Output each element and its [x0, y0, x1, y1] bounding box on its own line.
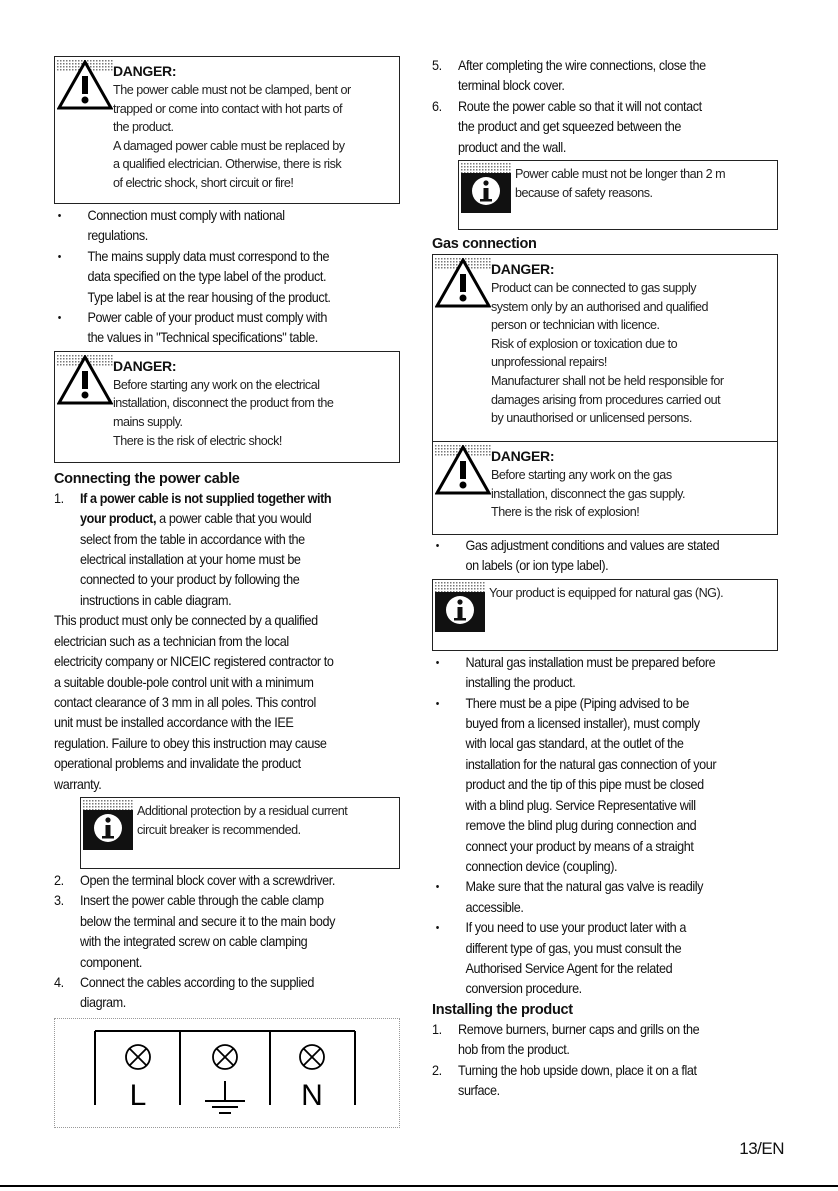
- step-number: 3.: [54, 893, 64, 909]
- list-item: [432, 1061, 778, 1102]
- danger-box-gas-installation: [432, 441, 778, 535]
- text-line: damages arising from procedures carried out: [491, 392, 721, 407]
- text-line: Before starting any work on the gas: [491, 468, 672, 483]
- paragraph-qualified-electrician: [54, 611, 400, 795]
- list-item: [432, 56, 778, 97]
- terminal-lamp-icon: [213, 1045, 237, 1069]
- step-number: 5.: [432, 58, 442, 73]
- text-line: diagram.: [80, 995, 126, 1011]
- text-line: mains supply.: [113, 415, 183, 430]
- text-line: remove the blind plug during connection and: [465, 818, 697, 834]
- text-line: with the integrated screw on cable clamping: [80, 934, 308, 950]
- terminal-lamp-icon: [300, 1045, 324, 1069]
- text-line: • Connection must comply with national: [87, 208, 285, 223]
- text-line: system only by an authorised and qualified: [491, 299, 709, 314]
- list-item: [432, 694, 778, 878]
- step-number: 1.: [54, 490, 64, 506]
- text-line: Additional protection by a residual current: [137, 803, 348, 818]
- numbered-list: [432, 1020, 778, 1102]
- text-line: because of safety reasons.: [515, 185, 653, 200]
- text-line: Product can be connected to gas supply: [491, 281, 697, 296]
- list-item: [54, 489, 400, 611]
- text-line: by unauthorised or unlicensed persons.: [491, 411, 692, 426]
- text-line: buyed from a licensed installer), must comply: [465, 716, 700, 732]
- text-line: circuit breaker is recommended.: [137, 822, 301, 837]
- text-line: After completing the wire connections, close the: [458, 58, 706, 73]
- warning-triangle-icon: [435, 445, 491, 495]
- text-line: regulations.: [87, 228, 148, 244]
- numbered-list: [432, 56, 778, 158]
- text-line: connect your product by means of a straight: [465, 838, 694, 854]
- text-line: Authorised Service Agent for the related: [465, 960, 673, 976]
- text-line: Insert the power cable through the cable clamp: [80, 893, 324, 909]
- text-line: with local gas standard, at the outlet of the: [465, 736, 684, 752]
- danger-box-power-cable: [54, 56, 400, 204]
- numbered-list: [54, 489, 400, 611]
- step-number: 2.: [54, 872, 64, 888]
- text-line: Before starting any work on the electrical: [113, 377, 320, 392]
- text-line: There is the risk of explosion!: [491, 505, 640, 520]
- text-line: a qualified electrician. Otherwise, there is risk: [113, 157, 342, 172]
- list-item: [432, 653, 778, 694]
- step-number: 2.: [432, 1062, 442, 1078]
- text-line: electrical installation at your home must be: [80, 552, 301, 568]
- text-line: • Make sure that the natural gas valve is readily: [465, 879, 704, 895]
- step-number: 4.: [54, 974, 64, 990]
- text-line: hob from the product.: [458, 1042, 570, 1058]
- numbered-list: [54, 871, 400, 1014]
- text-line: product and the tip of this pipe must be closed: [465, 777, 704, 793]
- text-line: installation, disconnect the product from the: [113, 396, 334, 411]
- info-icon: [435, 582, 485, 632]
- text-line: Power cable must not be longer than 2 m: [515, 167, 726, 182]
- warning-triangle-icon: [57, 355, 113, 405]
- text-line: Remove burners, burner caps and grills on the: [458, 1021, 700, 1037]
- text-line: instructions in cable diagram.: [80, 592, 232, 608]
- text-line: installing the product.: [465, 675, 576, 691]
- text-line: person or technician with licence.: [491, 318, 660, 333]
- text-line: • The mains supply data must correspond to the: [87, 248, 330, 264]
- text-line: regulation. Failure to obey this instruction may cause: [54, 735, 327, 751]
- text-line: the product.: [113, 120, 174, 135]
- text-line: electrician such as a technician from the local: [54, 633, 289, 649]
- wiring-diagram: [54, 1018, 400, 1128]
- text-line: • If you need to use your product later with a: [465, 920, 687, 936]
- text-line: with a blind plug. Service Representative will: [465, 797, 696, 813]
- text-line: Turning the hob upside down, place it on a flat: [458, 1062, 697, 1078]
- bottom-divider: [0, 1185, 838, 1187]
- text-line: Connect the cables according to the supplied: [80, 974, 314, 990]
- text-line: the product and get squeezed between the: [458, 119, 681, 135]
- info-box-residual-current: [80, 797, 400, 869]
- text-line: There is the risk of electric shock!: [113, 433, 282, 448]
- text-line: conversion procedure.: [465, 981, 582, 997]
- text-line: connected to your product by following the: [80, 572, 300, 588]
- text-line: This product must only be connected by a qualified: [54, 613, 318, 629]
- text-line: of electric shock, short circuit or fire!: [113, 175, 294, 190]
- text-line: contact clearance of 3 mm in all poles. This control: [54, 694, 316, 710]
- list-item: [54, 871, 400, 891]
- text-line: • Power cable of your product must comply with: [87, 310, 327, 326]
- info-icon: [461, 163, 511, 213]
- text-line-bold: If a power cable is not supplied together with: [80, 490, 332, 506]
- text-line: warranty.: [54, 776, 102, 792]
- danger-text: [491, 466, 773, 522]
- text-line: operational problems and invalidate the product: [54, 756, 301, 772]
- danger-box-gas-supply: [432, 254, 778, 442]
- danger-text: [113, 81, 395, 193]
- text-line: Manufacturer shall not be held responsible for: [491, 374, 724, 388]
- earth-ground-icon: [205, 1081, 245, 1113]
- text-line-bold: your product,: [80, 511, 157, 527]
- text-line: select from the table in accordance with the: [80, 531, 305, 547]
- list-item: [54, 247, 400, 308]
- info-icon: [83, 800, 133, 850]
- text-line: unit must be installed accordance with the IEE: [54, 715, 294, 731]
- text-line: different type of gas, you must consult the: [465, 940, 682, 956]
- text-line: a power cable that you would: [156, 511, 312, 527]
- section-heading-installing: Installing the product: [432, 1001, 573, 1018]
- danger-text: [491, 279, 773, 428]
- terminal-lamp-icon: [126, 1045, 150, 1069]
- live-terminal-label: L: [129, 1078, 147, 1112]
- left-column: [54, 56, 400, 1128]
- list-item: [432, 1020, 778, 1061]
- text-line: product and the wall.: [458, 139, 566, 155]
- page-number: 13/EN: [739, 1139, 784, 1158]
- danger-text: [113, 376, 395, 450]
- list-item: [432, 918, 778, 1000]
- bullet-list: [54, 206, 400, 349]
- text-line: Your product is equipped for natural gas (NG).: [489, 585, 724, 600]
- text-line: below the terminal and secure it to the main body: [80, 913, 336, 929]
- danger-title: DANGER:: [113, 63, 177, 79]
- text-line: unprofessional repairs!: [491, 355, 607, 370]
- list-item: [432, 97, 778, 158]
- text-line: terminal block cover.: [458, 78, 565, 94]
- text-line: accessible.: [465, 899, 524, 915]
- text-line: Route the power cable so that it will not contact: [458, 98, 702, 114]
- text-line: • Gas adjustment conditions and values are stated: [465, 538, 720, 554]
- text-line: installation for the natural gas connection of your: [465, 756, 717, 772]
- danger-box-electrical: [54, 351, 400, 463]
- text-line: surface.: [458, 1082, 500, 1098]
- info-box-natural-gas: [432, 579, 778, 651]
- text-line: Open the terminal block cover with a screwdriver.: [80, 872, 335, 888]
- list-item: [432, 877, 778, 918]
- text-line: on labels (or ion type label).: [465, 558, 609, 574]
- text-line: component.: [80, 954, 142, 970]
- text-line: trapped or come into contact with hot parts of: [113, 101, 343, 116]
- section-heading-gas-connection: Gas connection: [432, 236, 537, 253]
- text-line: Type label is at the rear housing of the product.: [87, 289, 331, 305]
- terminal-block-diagram: [55, 1019, 399, 1127]
- danger-title: DANGER:: [113, 357, 177, 374]
- text-line: data specified on the type label of the product.: [87, 269, 327, 285]
- warning-triangle-icon: [435, 258, 491, 308]
- neutral-terminal-label: N: [301, 1078, 323, 1112]
- danger-title: DANGER:: [491, 448, 555, 465]
- list-item: [54, 973, 400, 1014]
- text-line: Risk of explosion or toxication due to: [491, 336, 678, 351]
- bullet-list: [432, 536, 778, 577]
- text-line: connection device (coupling).: [465, 858, 618, 874]
- list-item: [54, 206, 400, 247]
- text-line: • There must be a pipe (Piping advised to be: [465, 695, 689, 711]
- text-line: installation, disconnect the gas supply.: [491, 486, 685, 501]
- text-line: The power cable must not be clamped, bent or: [113, 83, 351, 97]
- list-item: [54, 308, 400, 349]
- step-number: 6.: [432, 98, 442, 114]
- text-line: the values in "Technical specifications" table.: [87, 330, 318, 346]
- text-line: • Natural gas installation must be prepared before: [465, 654, 716, 670]
- section-heading-power-cable: Connecting the power cable: [54, 470, 240, 487]
- step-number: 1.: [432, 1021, 442, 1037]
- text-line: electricity company or NICEIC registered contractor to: [54, 654, 334, 670]
- right-column: [432, 56, 778, 1101]
- text-line: a suitable double-pole control unit with a minimum: [54, 674, 314, 690]
- warning-triangle-icon: [57, 60, 113, 110]
- list-item: [54, 891, 400, 973]
- danger-title: DANGER:: [491, 261, 555, 278]
- list-item: [432, 536, 778, 577]
- info-box-cable-length: [458, 160, 778, 230]
- bullet-list: [432, 653, 778, 1000]
- text-line: A damaged power cable must be replaced by: [113, 138, 345, 153]
